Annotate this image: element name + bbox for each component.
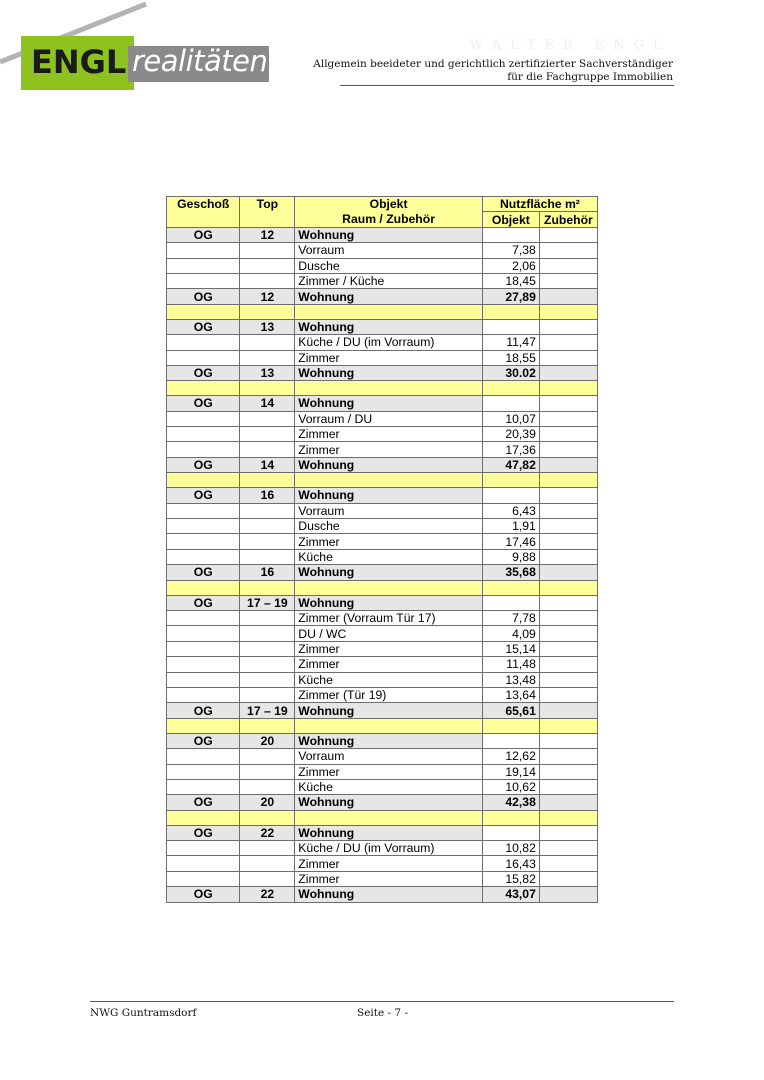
room-top-empty [240, 335, 295, 350]
room-row [167, 779, 598, 794]
spacer-cell [240, 810, 295, 825]
unit-objekt-empty [482, 733, 539, 748]
room-row [167, 871, 598, 886]
room-row [167, 764, 598, 779]
room-geschoss-empty [167, 764, 240, 779]
spacer-cell [482, 580, 539, 595]
room-top-empty [240, 749, 295, 764]
room-geschoss-empty [167, 626, 240, 641]
room-area: 11,48 [482, 657, 539, 672]
total-top: 16 [240, 565, 295, 580]
room-row [167, 641, 598, 656]
unit-zubehoer-empty [539, 319, 597, 334]
spacer-row [167, 810, 598, 825]
spacer-row [167, 718, 598, 733]
total-geschoss: OG [167, 289, 240, 304]
room-area: 18,55 [482, 350, 539, 365]
room-top-empty [240, 672, 295, 687]
total-label: Wohnung [295, 887, 483, 902]
room-top-empty [240, 549, 295, 564]
unit-header-row [167, 595, 598, 610]
room-area: 13,48 [482, 672, 539, 687]
room-zubehoer-empty [539, 856, 597, 871]
room-geschoss-empty [167, 779, 240, 794]
total-zubehoer-empty [539, 565, 597, 580]
unit-geschoss: OG [167, 319, 240, 334]
room-area: 15,82 [482, 871, 539, 886]
unit-total-row [167, 365, 598, 380]
room-zubehoer-empty [539, 534, 597, 549]
unit-objekt-empty [482, 595, 539, 610]
spacer-cell [295, 381, 483, 396]
spacer-cell [167, 473, 240, 488]
spacer-cell [482, 810, 539, 825]
total-top: 13 [240, 365, 295, 380]
room-row [167, 626, 598, 641]
room-top-empty [240, 626, 295, 641]
unit-label: Wohnung [295, 227, 483, 242]
room-area: 4,09 [482, 626, 539, 641]
room-geschoss-empty [167, 273, 240, 288]
unit-objekt-empty [482, 227, 539, 242]
room-top-empty [240, 519, 295, 534]
room-top-empty [240, 243, 295, 258]
room-zubehoer-empty [539, 641, 597, 656]
room-zubehoer-empty [539, 749, 597, 764]
room-zubehoer-empty [539, 519, 597, 534]
total-top: 14 [240, 457, 295, 472]
total-zubehoer-empty [539, 289, 597, 304]
room-name: Zimmer / Küche [295, 273, 483, 288]
unit-top: 16 [240, 488, 295, 503]
room-name: DU / WC [295, 626, 483, 641]
header-watermark: WALTER ENGL [470, 38, 671, 53]
unit-top: 17 – 19 [240, 595, 295, 610]
total-top: 22 [240, 887, 295, 902]
room-name: Zimmer [295, 856, 483, 871]
room-row [167, 549, 598, 564]
spacer-cell [295, 810, 483, 825]
room-top-empty [240, 856, 295, 871]
room-geschoss-empty [167, 687, 240, 702]
room-zubehoer-empty [539, 841, 597, 856]
spacer-cell [167, 580, 240, 595]
room-name: Zimmer [295, 534, 483, 549]
room-zubehoer-empty [539, 350, 597, 365]
unit-header-row [167, 227, 598, 242]
room-row [167, 841, 598, 856]
room-zubehoer-empty [539, 871, 597, 886]
room-row [167, 503, 598, 518]
room-geschoss-empty [167, 549, 240, 564]
room-row [167, 657, 598, 672]
room-area: 20,39 [482, 427, 539, 442]
header-geschoss: Geschoß [167, 197, 240, 228]
room-name: Zimmer [295, 442, 483, 457]
area-table [166, 196, 598, 903]
unit-geschoss: OG [167, 595, 240, 610]
total-zubehoer-empty [539, 887, 597, 902]
room-zubehoer-empty [539, 764, 597, 779]
unit-label: Wohnung [295, 825, 483, 840]
room-row [167, 534, 598, 549]
room-area: 1,91 [482, 519, 539, 534]
room-area: 10,82 [482, 841, 539, 856]
room-area: 18,45 [482, 273, 539, 288]
unit-label: Wohnung [295, 595, 483, 610]
spacer-row [167, 304, 598, 319]
room-zubehoer-empty [539, 273, 597, 288]
room-name: Zimmer [295, 350, 483, 365]
unit-header-row [167, 488, 598, 503]
room-row [167, 856, 598, 871]
room-zubehoer-empty [539, 335, 597, 350]
room-zubehoer-empty [539, 503, 597, 518]
footer-rule [90, 1001, 674, 1002]
room-area: 10,07 [482, 411, 539, 426]
spacer-cell [167, 304, 240, 319]
room-zubehoer-empty [539, 549, 597, 564]
spacer-cell [295, 718, 483, 733]
total-label: Wohnung [295, 289, 483, 304]
spacer-cell [482, 304, 539, 319]
spacer-cell [482, 473, 539, 488]
total-area: 30.02 [482, 365, 539, 380]
room-area: 7,38 [482, 243, 539, 258]
room-zubehoer-empty [539, 687, 597, 702]
spacer-cell [539, 810, 597, 825]
spacer-cell [539, 304, 597, 319]
header-nutzflaeche: Nutzfläche m² [482, 197, 597, 212]
room-name: Zimmer [295, 764, 483, 779]
unit-total-row [167, 795, 598, 810]
unit-total-row [167, 703, 598, 718]
room-top-empty [240, 657, 295, 672]
room-geschoss-empty [167, 411, 240, 426]
room-area: 11,47 [482, 335, 539, 350]
unit-label: Wohnung [295, 488, 483, 503]
unit-geschoss: OG [167, 227, 240, 242]
room-geschoss-empty [167, 657, 240, 672]
total-geschoss: OG [167, 795, 240, 810]
room-row [167, 672, 598, 687]
unit-objekt-empty [482, 488, 539, 503]
room-row [167, 610, 598, 625]
room-top-empty [240, 871, 295, 886]
unit-zubehoer-empty [539, 227, 597, 242]
room-name: Vorraum / DU [295, 411, 483, 426]
room-row [167, 335, 598, 350]
room-row [167, 749, 598, 764]
room-name: Zimmer [295, 641, 483, 656]
unit-total-row [167, 887, 598, 902]
spacer-cell [240, 580, 295, 595]
spacer-cell [539, 580, 597, 595]
total-top: 17 – 19 [240, 703, 295, 718]
room-area: 17,46 [482, 534, 539, 549]
header-objekt: Objekt [295, 197, 483, 212]
spacer-cell [167, 810, 240, 825]
room-top-empty [240, 350, 295, 365]
total-label: Wohnung [295, 795, 483, 810]
unit-label: Wohnung [295, 396, 483, 411]
footer-project-name: NWG Guntramsdorf [90, 1007, 197, 1019]
unit-zubehoer-empty [539, 595, 597, 610]
room-zubehoer-empty [539, 610, 597, 625]
room-geschoss-empty [167, 672, 240, 687]
header-col-zubehoer: Zubehör [539, 212, 597, 227]
room-area: 16,43 [482, 856, 539, 871]
header-rule [340, 85, 674, 86]
room-top-empty [240, 442, 295, 457]
spacer-cell [539, 718, 597, 733]
total-area: 47,82 [482, 457, 539, 472]
header-top: Top [240, 197, 295, 228]
total-area: 35,68 [482, 565, 539, 580]
spacer-cell [482, 718, 539, 733]
room-area: 13,64 [482, 687, 539, 702]
total-label: Wohnung [295, 365, 483, 380]
room-row [167, 273, 598, 288]
room-zubehoer-empty [539, 657, 597, 672]
total-zubehoer-empty [539, 703, 597, 718]
unit-total-row [167, 457, 598, 472]
room-geschoss-empty [167, 871, 240, 886]
room-top-empty [240, 641, 295, 656]
room-geschoss-empty [167, 503, 240, 518]
spacer-cell [295, 473, 483, 488]
spacer-cell [240, 381, 295, 396]
room-geschoss-empty [167, 350, 240, 365]
room-geschoss-empty [167, 243, 240, 258]
total-geschoss: OG [167, 703, 240, 718]
spacer-cell [240, 718, 295, 733]
room-top-empty [240, 610, 295, 625]
room-zubehoer-empty [539, 779, 597, 794]
room-geschoss-empty [167, 442, 240, 457]
room-top-empty [240, 258, 295, 273]
unit-objekt-empty [482, 825, 539, 840]
room-top-empty [240, 534, 295, 549]
room-zubehoer-empty [539, 442, 597, 457]
room-row [167, 519, 598, 534]
room-row [167, 243, 598, 258]
total-zubehoer-empty [539, 457, 597, 472]
room-name: Zimmer (Vorraum Tür 17) [295, 610, 483, 625]
room-name: Küche / DU (im Vorraum) [295, 841, 483, 856]
unit-header-row [167, 319, 598, 334]
room-top-empty [240, 779, 295, 794]
logo-engl-text: ENGL [31, 43, 127, 81]
total-geschoss: OG [167, 365, 240, 380]
room-area: 9,88 [482, 549, 539, 564]
spacer-row [167, 381, 598, 396]
area-table-body [167, 227, 598, 902]
unit-objekt-empty [482, 396, 539, 411]
unit-zubehoer-empty [539, 733, 597, 748]
total-area: 43,07 [482, 887, 539, 902]
unit-top: 22 [240, 825, 295, 840]
room-top-empty [240, 273, 295, 288]
spacer-cell [482, 381, 539, 396]
spacer-cell [240, 304, 295, 319]
unit-header-row [167, 733, 598, 748]
room-area: 12,62 [482, 749, 539, 764]
room-name: Dusche [295, 258, 483, 273]
header-col-objekt: Objekt [482, 212, 539, 227]
room-row [167, 687, 598, 702]
room-name: Zimmer [295, 657, 483, 672]
room-name: Zimmer [295, 427, 483, 442]
room-row [167, 258, 598, 273]
footer-page-number: Seite - 7 - [357, 1007, 408, 1019]
room-name: Küche [295, 779, 483, 794]
unit-top: 12 [240, 227, 295, 242]
room-name: Küche [295, 549, 483, 564]
unit-zubehoer-empty [539, 488, 597, 503]
room-zubehoer-empty [539, 411, 597, 426]
total-top: 20 [240, 795, 295, 810]
unit-zubehoer-empty [539, 396, 597, 411]
unit-total-row [167, 565, 598, 580]
total-geschoss: OG [167, 565, 240, 580]
room-top-empty [240, 764, 295, 779]
room-top-empty [240, 687, 295, 702]
room-row [167, 350, 598, 365]
room-row [167, 442, 598, 457]
total-label: Wohnung [295, 703, 483, 718]
room-geschoss-empty [167, 856, 240, 871]
room-area: 17,36 [482, 442, 539, 457]
total-geschoss: OG [167, 457, 240, 472]
room-geschoss-empty [167, 749, 240, 764]
room-top-empty [240, 503, 295, 518]
room-area: 6,43 [482, 503, 539, 518]
room-area: 19,14 [482, 764, 539, 779]
unit-label: Wohnung [295, 733, 483, 748]
spacer-cell [240, 473, 295, 488]
total-top: 12 [240, 289, 295, 304]
unit-geschoss: OG [167, 825, 240, 840]
room-name: Küche / DU (im Vorraum) [295, 335, 483, 350]
room-geschoss-empty [167, 534, 240, 549]
total-label: Wohnung [295, 565, 483, 580]
unit-geschoss: OG [167, 396, 240, 411]
room-top-empty [240, 411, 295, 426]
unit-total-row [167, 289, 598, 304]
room-area: 7,78 [482, 610, 539, 625]
unit-header-row [167, 825, 598, 840]
room-name: Küche [295, 672, 483, 687]
spacer-row [167, 473, 598, 488]
total-label: Wohnung [295, 457, 483, 472]
unit-top: 13 [240, 319, 295, 334]
room-zubehoer-empty [539, 243, 597, 258]
header-qualification-line1: Allgemein beeideter und gerichtlich zertifizierter Sachverständiger [313, 58, 673, 70]
room-geschoss-empty [167, 641, 240, 656]
spacer-cell [539, 473, 597, 488]
spacer-cell [167, 381, 240, 396]
room-zubehoer-empty [539, 626, 597, 641]
header-qualification-line2: für die Fachgruppe Immobilien [507, 71, 673, 83]
room-zubehoer-empty [539, 258, 597, 273]
room-zubehoer-empty [539, 672, 597, 687]
unit-top: 14 [240, 396, 295, 411]
room-name: Zimmer [295, 871, 483, 886]
unit-objekt-empty [482, 319, 539, 334]
unit-top: 20 [240, 733, 295, 748]
room-top-empty [240, 427, 295, 442]
room-geschoss-empty [167, 335, 240, 350]
total-area: 27,89 [482, 289, 539, 304]
unit-header-row [167, 396, 598, 411]
room-geschoss-empty [167, 519, 240, 534]
room-geschoss-empty [167, 258, 240, 273]
spacer-cell [295, 304, 483, 319]
unit-geschoss: OG [167, 733, 240, 748]
room-geschoss-empty [167, 841, 240, 856]
room-area: 2,06 [482, 258, 539, 273]
room-area: 10,62 [482, 779, 539, 794]
room-name: Vorraum [295, 243, 483, 258]
logo-realitaeten-text: realitäten [132, 44, 268, 78]
room-name: Zimmer (Tür 19) [295, 687, 483, 702]
unit-zubehoer-empty [539, 825, 597, 840]
room-area: 15,14 [482, 641, 539, 656]
total-geschoss: OG [167, 887, 240, 902]
room-geschoss-empty [167, 427, 240, 442]
total-area: 42,38 [482, 795, 539, 810]
spacer-cell [539, 381, 597, 396]
spacer-cell [295, 580, 483, 595]
room-top-empty [240, 841, 295, 856]
total-area: 65,61 [482, 703, 539, 718]
room-name: Dusche [295, 519, 483, 534]
total-zubehoer-empty [539, 795, 597, 810]
room-geschoss-empty [167, 610, 240, 625]
room-zubehoer-empty [539, 427, 597, 442]
total-zubehoer-empty [539, 365, 597, 380]
room-row [167, 427, 598, 442]
room-name: Vorraum [295, 749, 483, 764]
unit-geschoss: OG [167, 488, 240, 503]
header-raum-zubehoer: Raum / Zubehör [295, 212, 483, 227]
unit-label: Wohnung [295, 319, 483, 334]
spacer-cell [167, 718, 240, 733]
spacer-row [167, 580, 598, 595]
room-name: Vorraum [295, 503, 483, 518]
room-row [167, 411, 598, 426]
